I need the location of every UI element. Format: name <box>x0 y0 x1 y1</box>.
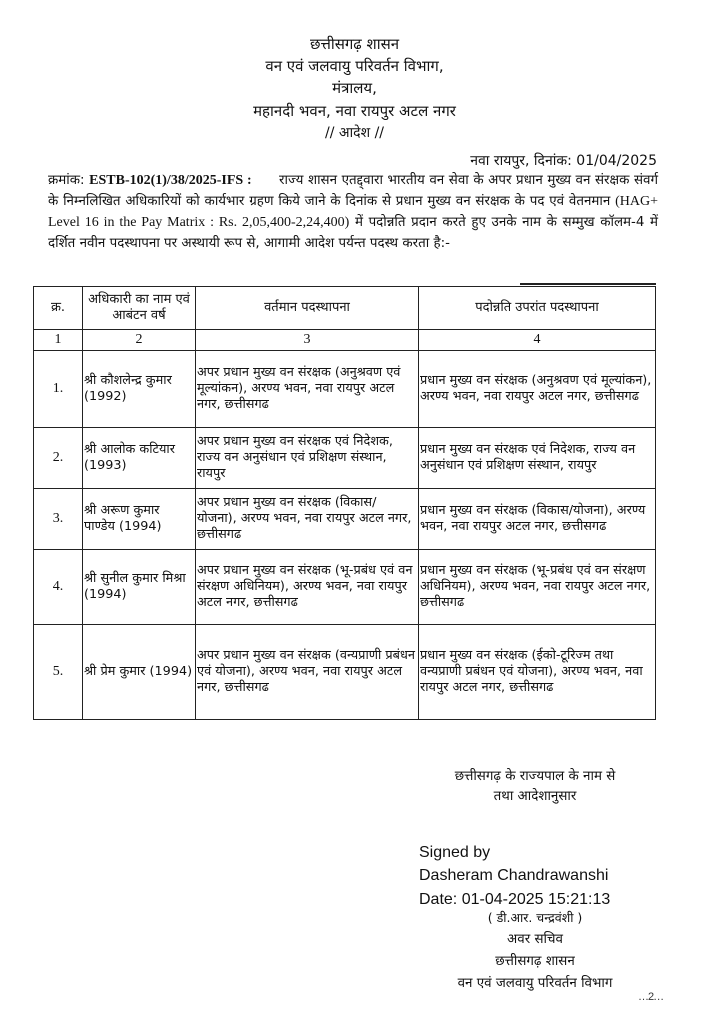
header-government: छत्तीसगढ़ शासन <box>309 35 400 53</box>
officer-name: श्री सुनील कुमार मिश्रा (1994) <box>83 550 196 625</box>
signer-name: Dasheram Chandrawanshi <box>419 867 609 884</box>
place-date: नवा रायपुर, दिनांक: 01/04/2025 <box>470 153 657 169</box>
serial-number: 5. <box>34 625 83 720</box>
signer-designation: अवर सचिव <box>507 932 563 947</box>
order-title: // आदेश // <box>324 125 385 141</box>
column-number: 3 <box>196 330 419 351</box>
new-posting: प्रधान मुख्य वन संरक्षक (अनुश्रवण एवं मूल्यांकन), अरण्य भवन, नवा रायपुर अटल नगर, छत्तीसगढ <box>419 351 656 428</box>
officer-name: श्री आलोक कटियार (1993) <box>83 428 196 489</box>
signer-government: छत्तीसगढ़ शासन <box>495 954 575 969</box>
signer-department: वन एवं जलवायु परिवर्तन विभाग <box>457 976 613 991</box>
order-text-part1: राज्य शासन एतद्द्वारा भारतीय वन सेवा के अपर प्रधान मुख्य वन संरक्षक संवर्ग के निम्नलिखित अधिकारियों को कार्यभार ग्रहण किये जाने के दिनांक से प्रधान मुख्य वन संरक्षक के पद एवं वेतनमान <box>48 173 658 209</box>
signed-by-label: Signed by <box>419 844 491 861</box>
header-officer: अधिकारी का नाम एवं आबंटन वर्ष <box>83 287 196 330</box>
column-number: 2 <box>83 330 196 351</box>
header-serial: क्र. <box>34 287 83 330</box>
current-posting: अपर प्रधान मुख्य वन संरक्षक (भू-प्रबंध एवं वन संरक्षण अधिनियम), अरण्य भवन, नवा रायपुर अटल नगर, छत्तीसगढ <box>196 550 419 625</box>
new-posting: प्रधान मुख्य वन संरक्षक (विकास/योजना), अरण्य भवन, नवा रायपुर अटल नगर, छत्तीसगढ <box>419 489 656 550</box>
serial-number: 3. <box>34 489 83 550</box>
table-row <box>34 428 656 489</box>
header-address: महानदी भवन, नवा रायपुर अटल नगर <box>253 102 456 120</box>
new-posting: प्रधान मुख्य वन संरक्षक (ईको-टूरिज्म तथा वन्यप्राणी प्रबंधन एवं योजना), अरण्य भवन, नवा रायपुर अटल नगर, छत्तीसगढ <box>419 625 656 720</box>
serial-number: 4. <box>34 550 83 625</box>
column-number: 1 <box>34 330 83 351</box>
ref-number: ESTB-102(1)/38/2025-IFS : <box>89 173 252 188</box>
column-number-row <box>34 330 656 351</box>
order-text-part2: में पदोन्नति प्रदान करते हुए उनके नाम के सम्मुख कॉलम-4 में दर्शित नवीन पदस्थापना पर अस्थायी रूप से, आगामी आदेश पर्यन्त पदस्थ करता है:- <box>48 215 659 251</box>
closing-line-1: छत्तीसगढ़ के राज्यपाल के नाम से <box>454 769 616 784</box>
table-row <box>34 489 656 550</box>
officer-name: श्री प्रेम कुमार (1994) <box>83 625 196 720</box>
ref-label: क्रमांक: <box>48 173 85 188</box>
order-body <box>48 170 658 254</box>
new-posting: प्रधान मुख्य वन संरक्षक एवं निदेशक, राज्य वन अनुसंधान एवं प्रशिक्षण संस्थान, रायपुर <box>419 428 656 489</box>
officer-name: श्री अरूण कुमार पाण्डेय (1994) <box>83 489 196 550</box>
promotion-table <box>33 286 656 720</box>
serial-number: 2. <box>34 428 83 489</box>
current-posting: अपर प्रधान मुख्य वन संरक्षक एवं निदेशक, राज्य वन अनुसंधान एवं प्रशिक्षण संस्थान, रायपुर <box>196 428 419 489</box>
table-header-row <box>34 287 656 330</box>
table-row <box>34 625 656 720</box>
table-row <box>34 550 656 625</box>
header-new-posting: पदोन्नति उपरांत पदस्थापना <box>419 287 656 330</box>
divider-line <box>520 283 656 285</box>
signature-date: Date: 01-04-2025 15:21:13 <box>419 891 611 908</box>
current-posting: अपर प्रधान मुख्य वन संरक्षक (विकास/योजना), अरण्य भवन, नवा रायपुर अटल नगर, छत्तीसगढ <box>196 489 419 550</box>
table-row <box>34 351 656 428</box>
closing-line-2: तथा आदेशानुसार <box>493 789 577 804</box>
header-department: वन एवं जलवायु परिवर्तन विभाग, <box>265 57 444 75</box>
officer-name: श्री कौशलेन्द्र कुमार (1992) <box>83 351 196 428</box>
serial-number: 1. <box>34 351 83 428</box>
column-number: 4 <box>419 330 656 351</box>
page-number-marker: …2… <box>638 991 664 1003</box>
header-ministry: मंत्रालय, <box>332 79 377 97</box>
new-posting: प्रधान मुख्य वन संरक्षक (भू-प्रबंध एवं वन संरक्षण अधिनियम), अरण्य भवन, नवा रायपुर अटल नगर, छत्तीसगढ <box>419 550 656 625</box>
current-posting: अपर प्रधान मुख्य वन संरक्षक (अनुश्रवण एवं मूल्यांकन), अरण्य भवन, नवा रायपुर अटल नगर, छत्तीसगढ <box>196 351 419 428</box>
current-posting: अपर प्रधान मुख्य वन संरक्षक (वन्यप्राणी प्रबंधन एवं योजना), अरण्य भवन, नवा रायपुर अटल नगर, छत्तीसगढ <box>196 625 419 720</box>
pay-scale: (HAG+ Level 16 in the Pay Matrix : Rs. 2,05,400-2,24,400) <box>48 194 658 230</box>
header-current-posting: वर्तमान पदस्थापना <box>196 287 419 330</box>
signer-name-hindi: ( डी.आर. चन्द्रवंशी ) <box>487 910 583 925</box>
